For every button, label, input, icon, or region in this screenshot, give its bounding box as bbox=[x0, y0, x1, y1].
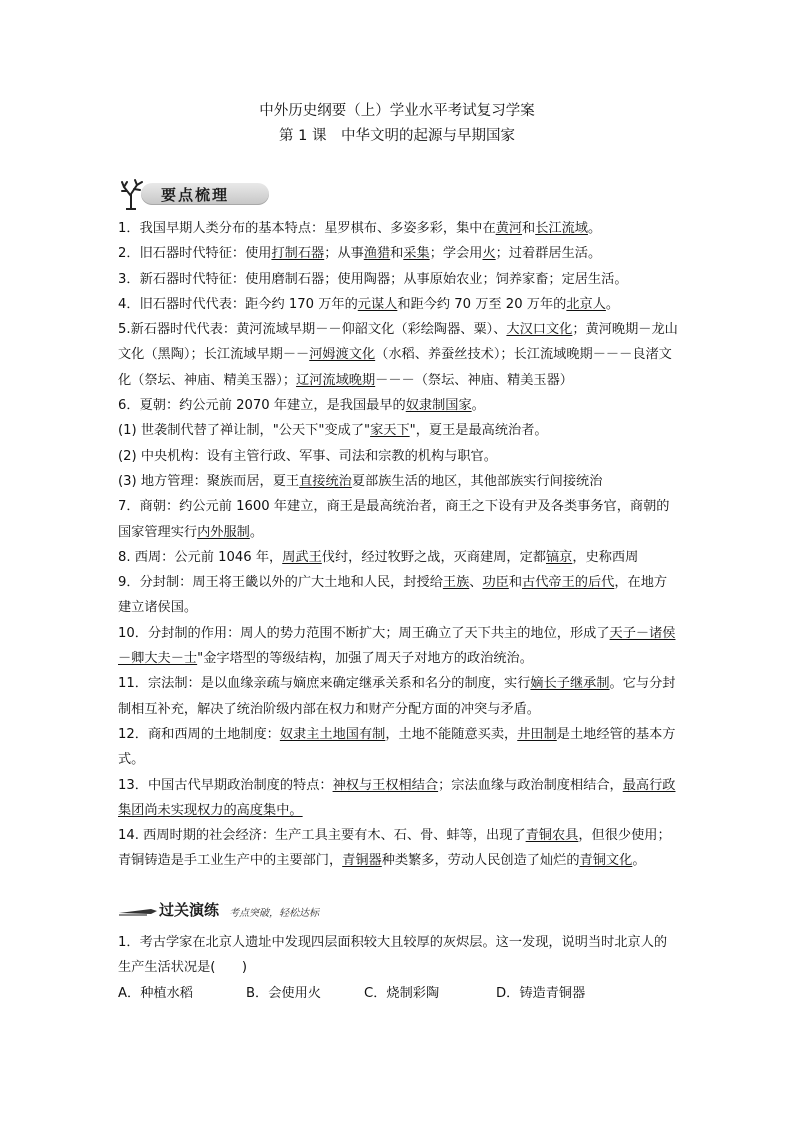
underlined-term: 青铜器 bbox=[342, 853, 382, 869]
point-text: "，夏王是最高统治者。 bbox=[409, 423, 548, 439]
key-point-item bbox=[118, 545, 678, 570]
key-point-item bbox=[118, 469, 678, 494]
underlined-term: 火 bbox=[482, 246, 496, 262]
point-text: "金字塔型的等级结构，加强了周天子对地方的政治统治。 bbox=[197, 651, 533, 667]
underlined-term: 大汉口文化 bbox=[506, 322, 573, 338]
point-text: 7．商朝：约公元前 1600 年建立，商王是最高统治者，商王之下设有尹及各类事务官，商朝的国家管理实行 bbox=[118, 499, 670, 540]
point-text: 种类繁多，劳动人民创造了灿烂的 bbox=[381, 853, 580, 869]
key-point-item bbox=[118, 671, 678, 722]
point-text: ，史称西周 bbox=[572, 549, 639, 565]
underlined-term: 黄河 bbox=[495, 221, 523, 236]
underlined-term: 天子－诸侯－卿大夫－士 bbox=[118, 625, 676, 667]
underlined-term: 古代帝王的后代 bbox=[522, 575, 615, 591]
underlined-term: 嫡长子继承制 bbox=[530, 676, 610, 692]
key-point-item bbox=[118, 267, 678, 292]
point-text: 4．旧石器时代代表：距今约 170 万年的 bbox=[118, 296, 358, 312]
document-title: 中外历史纲要（上）学业水平考试复习学案 bbox=[259, 103, 535, 119]
underlined-term: 家天下 bbox=[370, 423, 410, 439]
point-text: ；黄河晚期－龙山文化（黑陶）；长江流域早期－－ bbox=[118, 322, 678, 363]
point-text: 8. 西周：公元前 1046 年， bbox=[118, 549, 283, 565]
key-points-list bbox=[118, 216, 678, 874]
point-text: 5.新石器时代代表：黄河流域早期－－仰韶文化（彩绘陶器、粟）、 bbox=[118, 322, 507, 338]
underlined-term: 长江流域 bbox=[535, 221, 588, 236]
key-point-item bbox=[118, 317, 678, 393]
point-text: 1．我国早期人类分布的基本特点：星罗棋布、多姿多彩，集中在 bbox=[118, 221, 496, 236]
question-1 bbox=[118, 930, 678, 1006]
point-text: (2) 中央机构：设有主管行政、军事、司法和宗教的机构与职官。 bbox=[118, 448, 497, 464]
point-text: (3) 地方管理：聚族而居，夏王 bbox=[118, 473, 300, 489]
point-text: 。 bbox=[249, 524, 264, 540]
point-text: 9．分封制：周王将王畿以外的广大土地和人民，封授给 bbox=[118, 575, 443, 591]
point-text: ，在地方建立诸侯国。 bbox=[118, 575, 668, 616]
underlined-term: 功臣 bbox=[482, 575, 509, 591]
point-text: ；过着群居生活。 bbox=[495, 246, 602, 262]
underlined-term: 渔猎 bbox=[363, 246, 391, 262]
underlined-term: 奴隶制国家 bbox=[405, 398, 472, 414]
key-point-item bbox=[118, 570, 678, 621]
point-text: 3．新石器时代特征：使用磨制石器；使用陶器；从事原始农业；饲养家畜；定居生活。 bbox=[118, 271, 628, 287]
point-text: 。 bbox=[471, 398, 485, 414]
underlined-term: 采集 bbox=[403, 246, 430, 262]
option-d[interactable]: D．铸造青铜器 bbox=[496, 985, 586, 1001]
pen-icon bbox=[117, 900, 157, 922]
point-text: 夏部族生活的地区，其他部族实行间接统治 bbox=[351, 473, 603, 489]
key-point-item bbox=[118, 444, 678, 469]
point-text: 。 bbox=[587, 221, 602, 236]
point-text: 6．夏朝：约公元前 2070 年建立，是我国最早的 bbox=[118, 398, 406, 414]
point-text: －－－（祭坛、神庙、精美玉器） bbox=[375, 372, 573, 388]
section-label: 要点梳理 bbox=[161, 186, 230, 204]
underlined-term: 青铜农具 bbox=[525, 828, 579, 844]
answer-options bbox=[118, 981, 678, 1006]
point-text: 14. 西周时期的社会经济：生产工具主要有木、石、骨、蚌等，出现了 bbox=[118, 828, 526, 844]
point-text: 13．中国古代早期政治制度的特点： bbox=[118, 777, 333, 793]
option-c[interactable]: C．烧制彩陶 bbox=[364, 985, 440, 1001]
underlined-term: 镐京 bbox=[545, 549, 573, 565]
underlined-term: 王族 bbox=[442, 575, 470, 591]
point-text: 伐纣，经过牧野之战，灭商建周，定都 bbox=[321, 549, 546, 565]
key-point-item bbox=[118, 216, 678, 241]
key-point-item bbox=[118, 494, 678, 545]
underlined-term: 直接统治 bbox=[299, 473, 352, 489]
key-point-item bbox=[118, 823, 678, 874]
point-text: ；宗法血缘与政治制度相结合， bbox=[438, 777, 623, 793]
point-text: 。它与分封制相互补充，解决了统治阶级内部在权力和财产分配方面的冲突与矛盾。 bbox=[118, 676, 676, 717]
section-banner-key-points bbox=[117, 178, 272, 210]
underlined-term: 元谋人 bbox=[357, 296, 398, 312]
underlined-term: 北京人 bbox=[566, 296, 606, 312]
underlined-term: 内外服制 bbox=[197, 524, 250, 540]
underlined-term: 河姆渡文化 bbox=[309, 347, 376, 363]
key-point-item bbox=[118, 241, 678, 266]
key-point-item bbox=[118, 418, 678, 443]
underlined-term: 奴隶主土地国有制 bbox=[279, 726, 386, 742]
option-a[interactable]: A．种植水稻 bbox=[118, 985, 193, 1001]
key-point-item bbox=[118, 393, 678, 418]
section-subtitle: 考点突破，轻松达标 bbox=[229, 908, 319, 919]
underlined-term: 神权与王权相结合 bbox=[332, 777, 439, 793]
section-label: 过关演练 bbox=[159, 901, 220, 919]
point-text: 12．商和西周的土地制度： bbox=[118, 726, 280, 742]
underlined-term: 辽河流域晚期 bbox=[296, 372, 376, 388]
key-point-item bbox=[118, 621, 678, 672]
point-text: 和距今约 70 万至 20 万年的 bbox=[397, 296, 567, 312]
underlined-term: 青铜文化 bbox=[579, 853, 633, 869]
question-stem: 1．考古学家在北京人遗址中发现四层面积较大且较厚的灰烬层。这一发现，说明当时北京人的生产生活状况是( ) bbox=[118, 935, 668, 976]
option-b[interactable]: B．会使用火 bbox=[246, 985, 321, 1001]
point-text: 。 bbox=[605, 296, 620, 312]
point-text: ，土地不能随意买卖， bbox=[385, 726, 518, 742]
section-banner-practice bbox=[117, 900, 357, 922]
point-text: 和 bbox=[390, 246, 404, 262]
point-text: ；从事 bbox=[324, 246, 364, 262]
key-point-item bbox=[118, 722, 678, 773]
lesson-title: 第 1 课 中华文明的起源与早期国家 bbox=[279, 128, 515, 144]
point-text: 和 bbox=[522, 221, 536, 236]
point-text: 、 bbox=[469, 575, 483, 591]
point-text: 2．旧石器时代特征：使用 bbox=[118, 246, 272, 262]
key-point-item bbox=[118, 773, 678, 824]
underlined-term: 最高行政集团尚未实现权力的高度集中。 bbox=[118, 777, 676, 818]
point-text: （水稻、养蚕丝技术）；长江流域晚期－－－良渚文化（祭坛、神庙、精美玉器）； bbox=[118, 347, 672, 388]
point-text: (1) 世袭制代替了禅让制，"公天下"变成了" bbox=[118, 423, 371, 439]
underlined-term: 打制石器 bbox=[271, 246, 325, 262]
point-text: 和 bbox=[508, 575, 523, 591]
key-point-item bbox=[118, 292, 678, 317]
point-text: 11．宗法制：是以血缘亲疏与嫡庶来确定继承关系和名分的制度，实行 bbox=[118, 676, 531, 692]
point-text: ，但很少使用；青铜铸造是手工业生产中的主要部门， bbox=[118, 828, 671, 869]
underlined-term: 井田制 bbox=[517, 726, 557, 742]
point-text: 10．分封制的作用：周人的势力范围不断扩大；周王确立了天下共主的地位，形成了 bbox=[118, 625, 610, 641]
point-text: ；学会用 bbox=[429, 246, 483, 262]
point-text: 。 bbox=[632, 853, 646, 869]
point-text: 是土地经管的基本方式。 bbox=[118, 726, 676, 768]
underlined-term: 周武王 bbox=[282, 549, 322, 565]
